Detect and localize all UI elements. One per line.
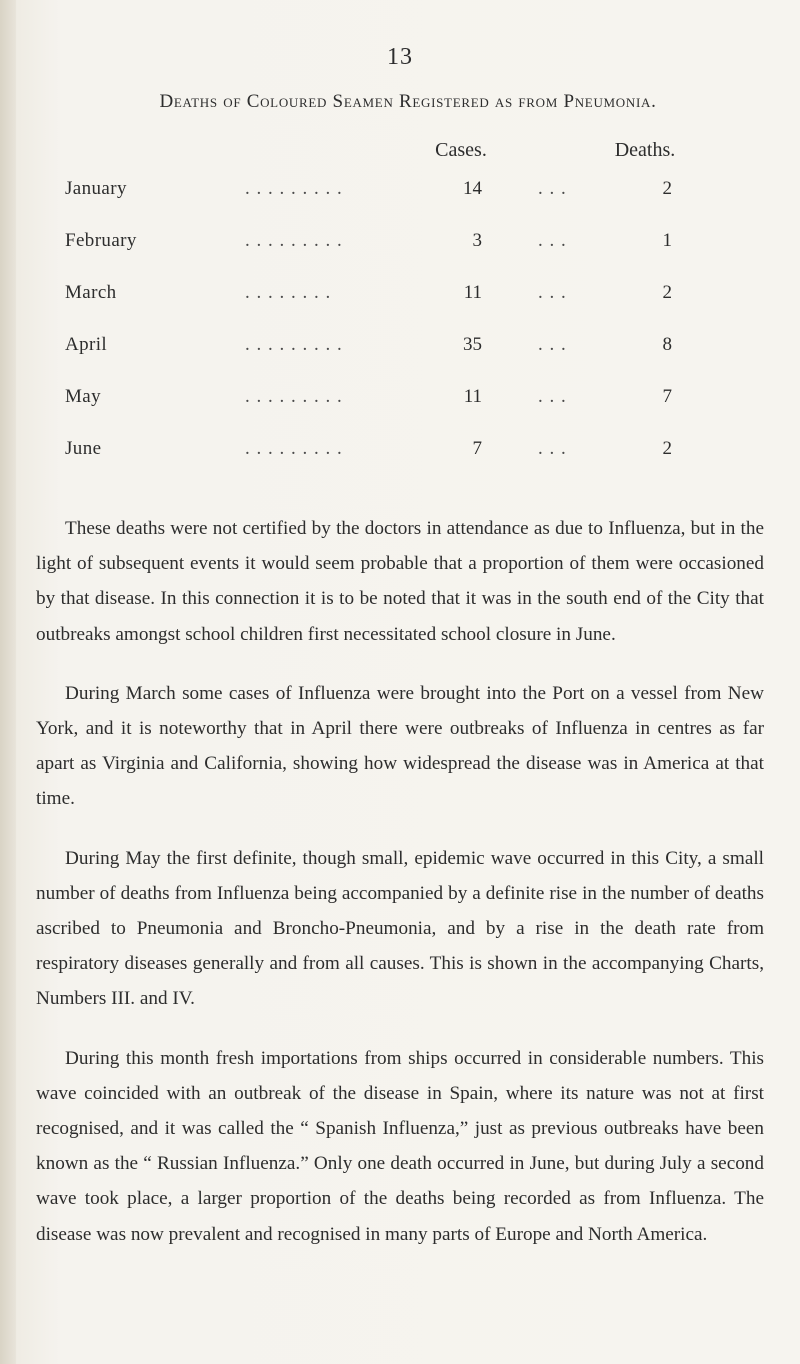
cases-value: 11 [463, 282, 482, 303]
leader-dots: . . . . . . . . . [245, 230, 343, 251]
deaths-value: 2 [662, 178, 672, 199]
leader-dots: . . . [538, 178, 567, 199]
table-row [0, 224, 800, 276]
table-row [0, 276, 800, 328]
cases-value: 14 [463, 178, 482, 199]
month-label: January [65, 178, 127, 199]
leader-dots: . . . [538, 438, 567, 459]
leader-dots: . . . . . . . . . [245, 386, 343, 407]
leader-dots: . . . . . . . . . [245, 438, 343, 459]
leader-dots: . . . [538, 334, 567, 355]
month-label: June [65, 438, 102, 459]
leader-dots: . . . . . . . . . [245, 178, 343, 199]
month-label: April [65, 334, 108, 355]
leader-dots: . . . [538, 230, 567, 251]
cases-column-header: Cases. [435, 139, 487, 161]
month-label: May [65, 386, 102, 407]
table-row [0, 172, 800, 224]
month-label: March [65, 282, 117, 303]
paragraph: During this month fresh importations from ships occurred in considerable numbers. This wave coincided with an outbreak of the disease in Spain, where its nature was not at first recognised, and it was called the “ Spanish Influenza,” just as previous outbreaks have been known as the “ Russian Influenza.” Only one death occurred in June, but during July a second wave took place, a larger proportion of the deaths being recorded as from Influenza. The disease was now prevalent and recognised in many parts of Europe and North America. [36, 1047, 764, 1245]
deaths-value: 1 [662, 230, 672, 251]
monthly-table [0, 172, 800, 484]
paragraph: These deaths were not certified by the doctors in attendance as due to Influenza, but in the light of subsequent events it would seem probable that a proportion of them were occasioned by that disease. In this connection it is to be noted that it was in the south end of the City that outbreaks amongst school children first necessitated school closure in June. [36, 518, 764, 645]
leader-dots: . . . . . . . . [245, 282, 332, 303]
deaths-value: 2 [662, 282, 672, 303]
deaths-value: 8 [662, 334, 672, 355]
leader-dots: . . . [538, 282, 567, 303]
paragraph: During March some cases of Influenza were brought into the Port on a vessel from New York, and it is noteworthy that in April there were outbreaks of Influenza in centres as far apart as Virginia and California, showing how widespread the disease was in America at that time. [36, 682, 764, 810]
cases-value: 3 [472, 230, 482, 251]
table-row [0, 380, 800, 432]
deaths-column-header: Deaths. [614, 139, 676, 161]
table-row [0, 432, 800, 484]
leader-dots: . . . . . . . . . [245, 334, 343, 355]
table-row [0, 328, 800, 380]
table-title: Deaths of Coloured Seamen Registered as from Pneumonia. [159, 91, 657, 112]
month-label: February [65, 230, 137, 251]
cases-value: 35 [463, 334, 482, 355]
deaths-value: 2 [662, 438, 672, 459]
cases-value: 7 [472, 438, 482, 459]
body-text [36, 511, 764, 1252]
cases-value: 11 [463, 386, 482, 407]
paragraph: During May the first definite, though small, epidemic wave occurred in this City, a small number of deaths from Influenza being accompanied by a definite rise in the number of deaths ascribed to Pneumonia and Broncho-Pneumonia, and by a rise in the death rate from respiratory diseases generally and from all causes. This is shown in the accompanying Charts, Numbers III. and IV. [36, 847, 764, 1010]
page-number: 13 [387, 44, 413, 70]
leader-dots: . . . [538, 386, 567, 407]
deaths-value: 7 [662, 386, 672, 407]
